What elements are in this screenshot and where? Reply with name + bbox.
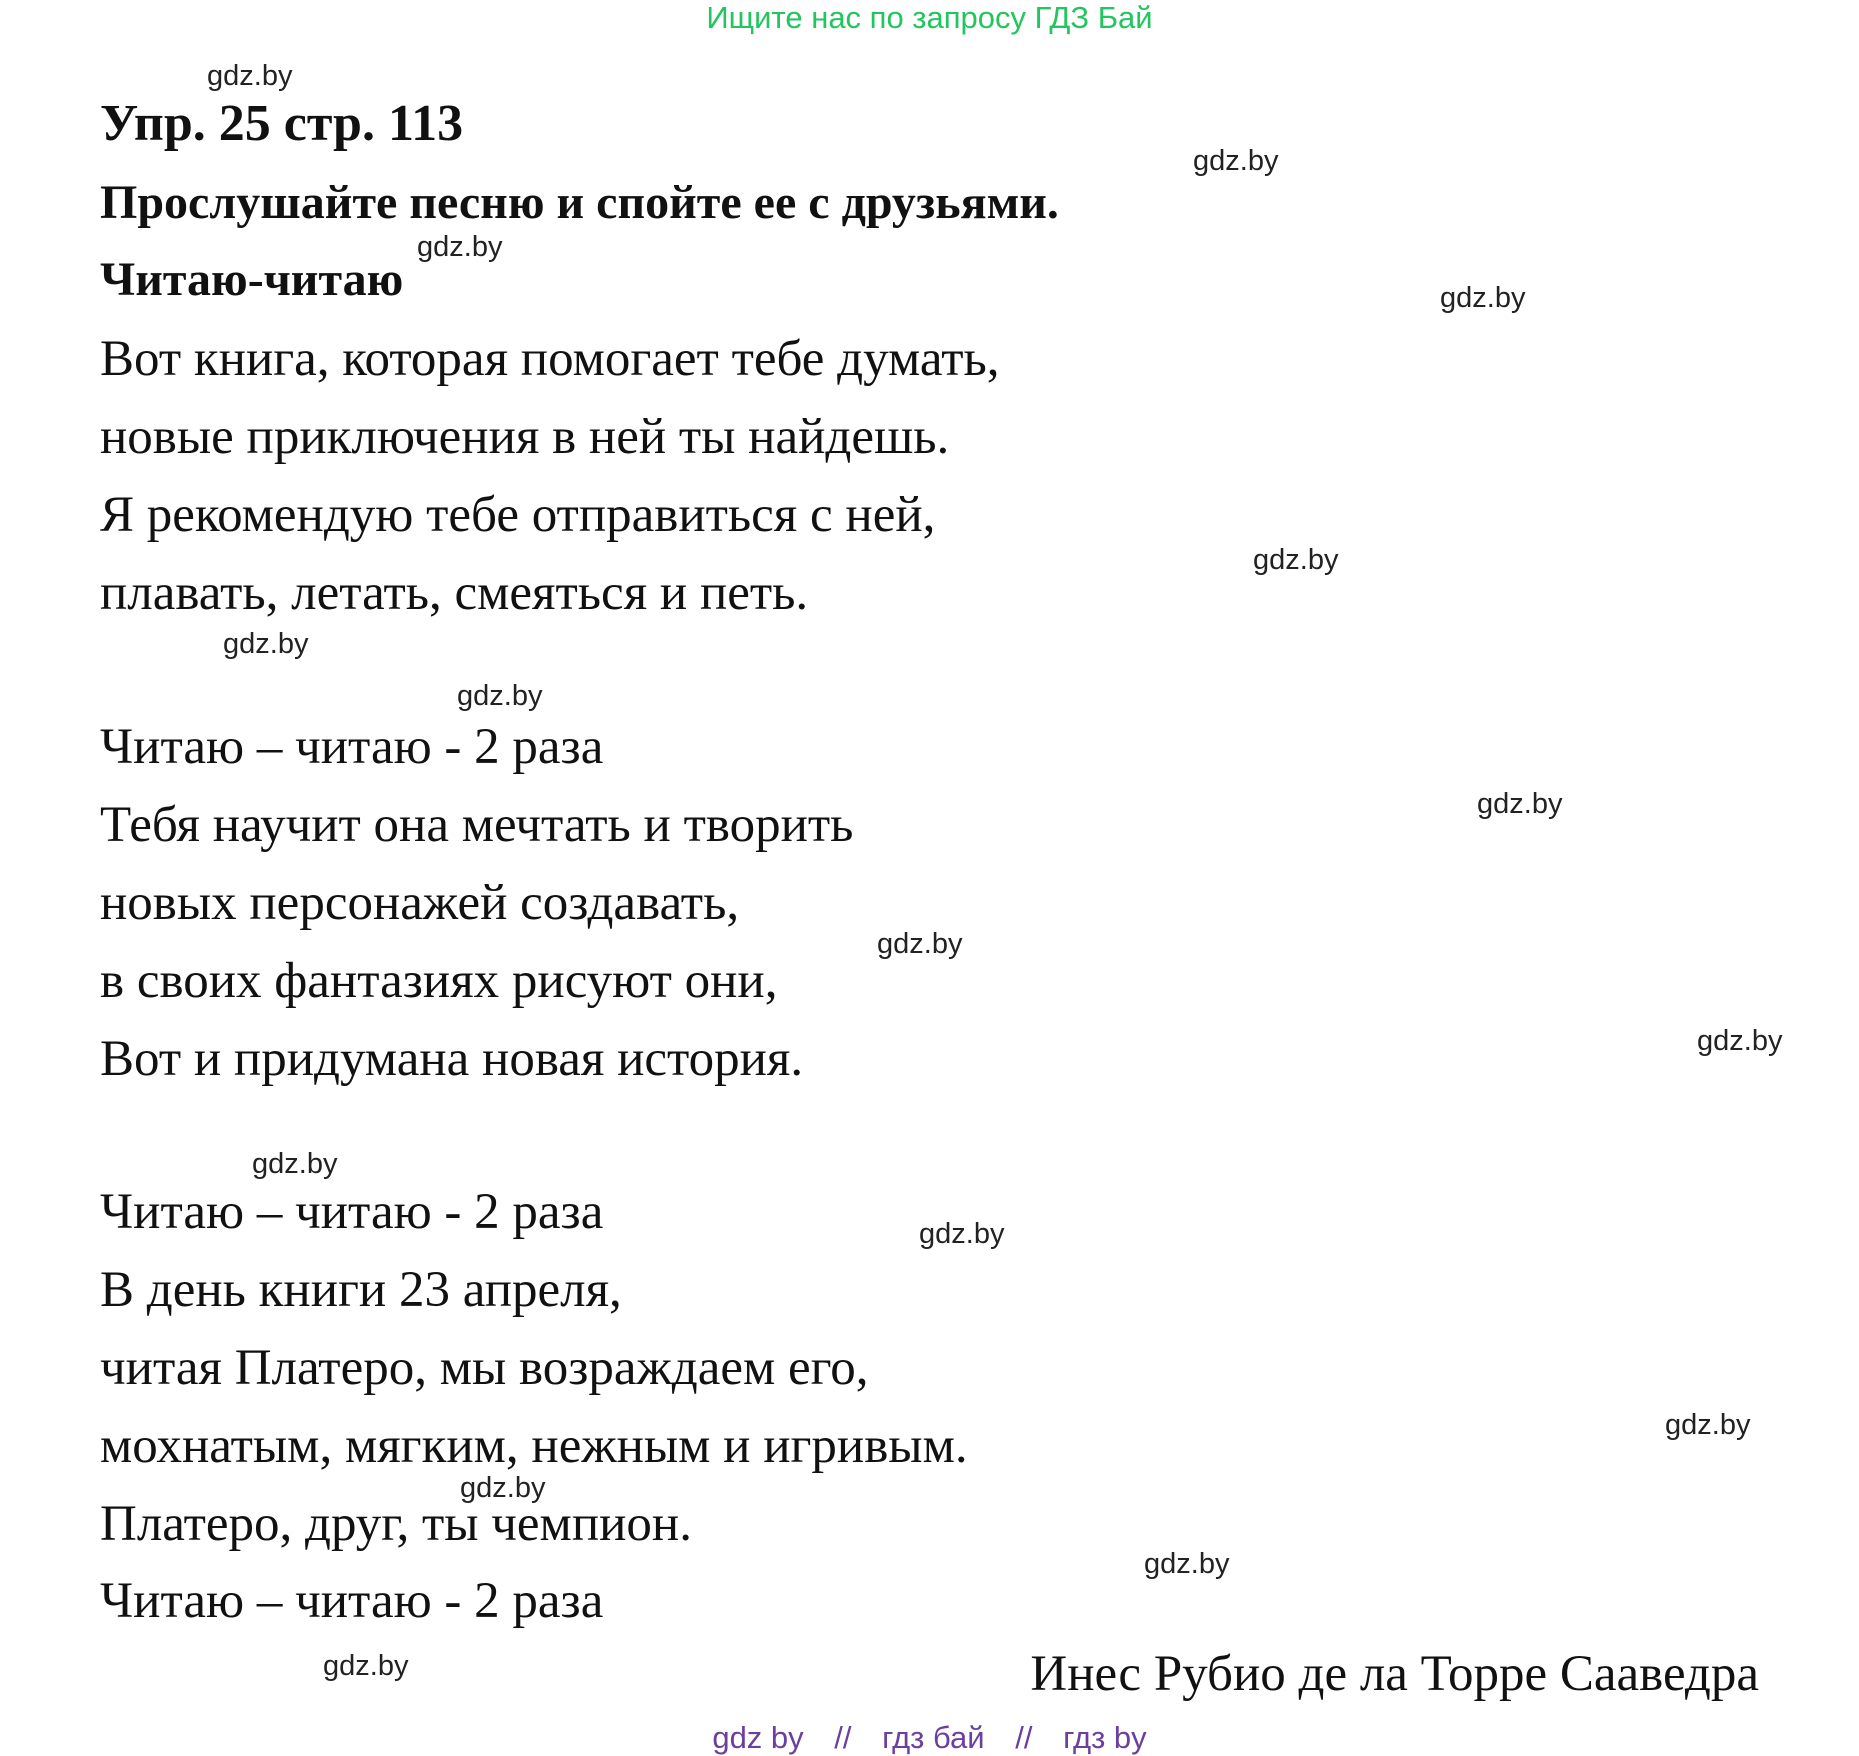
watermark: gdz.by bbox=[460, 1472, 546, 1504]
watermark: gdz.by bbox=[877, 928, 963, 960]
footer-link[interactable]: гдз by bbox=[1063, 1720, 1147, 1755]
footer-separator: // bbox=[1015, 1720, 1033, 1755]
author-name: Инес Рубио де ла Торре Сааведра bbox=[1030, 1646, 1759, 1702]
watermark: gdz.by bbox=[1440, 282, 1526, 314]
verse-line: новые приключения в ней ты найдешь. bbox=[100, 409, 950, 465]
verse-line: Я рекомендую тебе отправиться с ней, bbox=[100, 487, 936, 543]
footer-separator: // bbox=[834, 1720, 852, 1755]
watermark: gdz.by bbox=[919, 1218, 1005, 1250]
verse-line: плавать, летать, смеяться и петь. bbox=[100, 565, 809, 621]
footer-link[interactable]: gdz by bbox=[712, 1720, 804, 1755]
chorus-line: Читаю – читаю - 2 раза bbox=[100, 1573, 604, 1629]
watermark: gdz.by bbox=[207, 60, 293, 92]
watermark: gdz.by bbox=[252, 1148, 338, 1180]
verse-line: в своих фантазиях рисуют они, bbox=[100, 953, 778, 1009]
chorus-line: Читаю – читаю - 2 раза bbox=[100, 719, 604, 775]
watermark: gdz.by bbox=[223, 628, 309, 660]
footer-link[interactable]: гдз бай bbox=[882, 1720, 985, 1755]
watermark: gdz.by bbox=[1253, 544, 1339, 576]
verse-line: Тебя научит она мечтать и творить bbox=[100, 797, 854, 853]
song-title: Читаю-читаю bbox=[100, 253, 404, 306]
exercise-title: Упр. 25 стр. 113 bbox=[100, 95, 464, 152]
watermark: gdz.by bbox=[417, 231, 503, 263]
watermark: gdz.by bbox=[1697, 1025, 1783, 1057]
watermark: gdz.by bbox=[1665, 1409, 1751, 1441]
watermark: gdz.by bbox=[323, 1650, 409, 1682]
verse-line: В день книги 23 апреля, bbox=[100, 1262, 622, 1318]
watermark: gdz.by bbox=[1477, 788, 1563, 820]
verse-line: читая Платеро, мы возраждаем его, bbox=[100, 1340, 869, 1396]
verse-line: Вот и придумана новая история. bbox=[100, 1031, 804, 1087]
watermark: gdz.by bbox=[1193, 145, 1279, 177]
chorus-line: Читаю – читаю - 2 раза bbox=[100, 1184, 604, 1240]
verse-line: Платеро, друг, ты чемпион. bbox=[100, 1496, 692, 1552]
top-banner[interactable]: Ищите нас по запросу ГДЗ Бай bbox=[706, 0, 1153, 35]
verse-line: мохнатым, мягким, нежным и игривым. bbox=[100, 1418, 968, 1474]
watermark: gdz.by bbox=[1144, 1548, 1230, 1580]
task-text: Прослушайте песню и спойте ее с друзьями. bbox=[100, 176, 1059, 229]
footer-links bbox=[0, 1720, 1859, 1756]
verse-line: Вот книга, которая помогает тебе думать, bbox=[100, 331, 1000, 387]
watermark: gdz.by bbox=[457, 680, 543, 712]
verse-line: новых персонажей создавать, bbox=[100, 875, 740, 931]
